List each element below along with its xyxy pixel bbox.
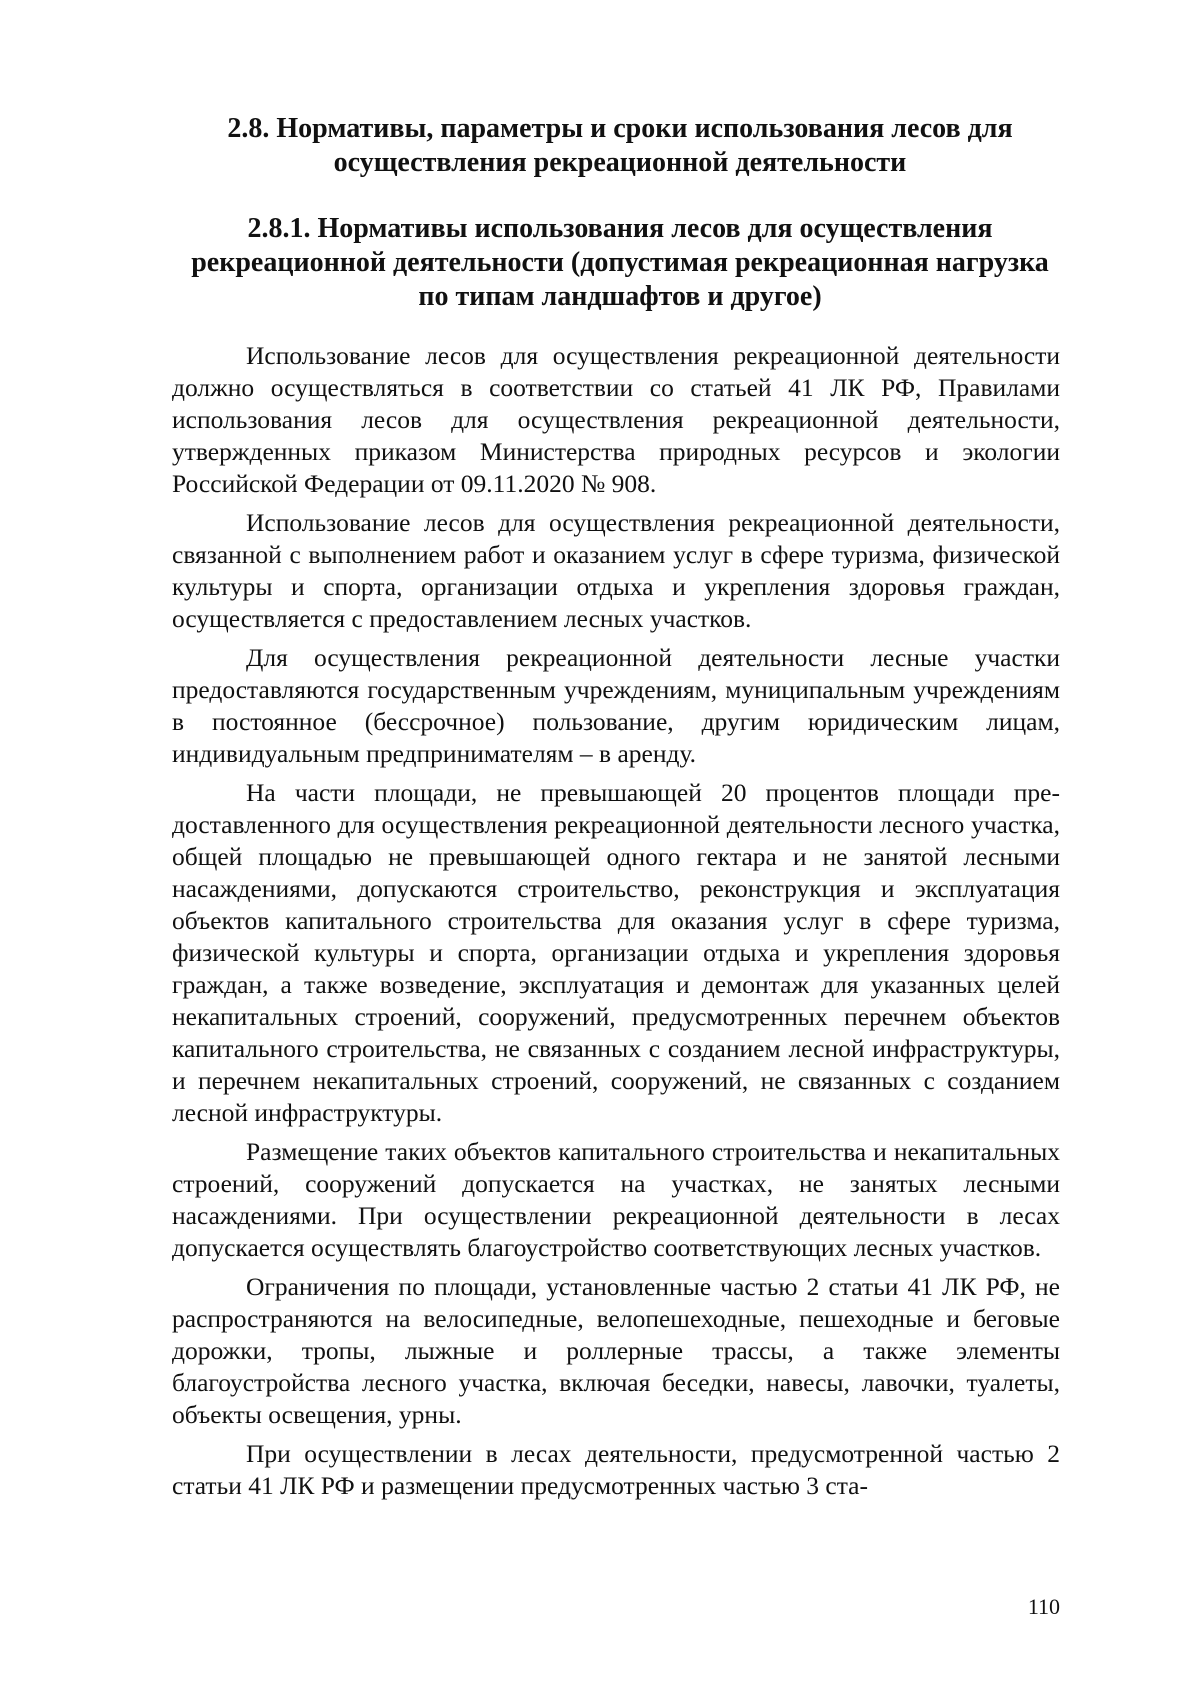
subsection-heading-line: 2.8.1. Нормативы использования лесов для осуществления — [247, 213, 993, 244]
paragraph: При осуществлении в лесах деятельности, предусмотренной частью 2 статьи 41 ЛК РФ и размещении предусмотренных частью 3 ста- — [172, 1439, 1060, 1500]
subsection-heading-line: по типам ландшафтов и другое) — [418, 281, 822, 312]
body-text — [172, 340, 1060, 1509]
page-number: 110 — [1027, 1594, 1060, 1619]
section-heading-line: осуществления рекреационной деятельности — [333, 147, 907, 178]
subsection-heading-line: рекреационной деятельности (допустимая рекреационная нагрузка — [191, 247, 1049, 278]
paragraph: На части площади, не превышающей 20 процентов площади предоставленного для осуществления рекреационной деятельности лесного участка, общей площадью не превышающей одного гектара и не занятой лесными насаждениями, допускаются строительство, реконструкция и эксплуатация объектов капитального строительства для оказания услуг в сфере туризма, физической культуры и спорта, организации отдыха и укрепления здоровья граждан, а также возведение, эксплуатация и демонтаж для указанных целей некапитальных строений, сооружений, предусмотренных перечнем объектов капитального строительства, не связанных с созданием лесной инфраструктуры, и перечнем некапитальных строений, сооружений, не связанных с созданием лесной инфраструктуры. — [172, 778, 1060, 1127]
paragraph: Размещение таких объектов капитального строительства и некапитальных строений, сооружений допускается на участках, не занятых лесными насаждениями. При осуществлении рекреационной деятельности в лесах допускается осуществлять благоустройство соответствующих лесных участков. — [172, 1137, 1060, 1262]
paragraph: Ограничения по площади, установленные частью 2 статьи 41 ЛК РФ, не распространяются на велосипедные, велопешеходные, пешеходные и беговые дорожки, тропы, лыжные и роллерные трассы, а также элементы благоустройства лесного участка, включая беседки, навесы, лавочки, туалеты, объекты освещения, урны. — [172, 1272, 1060, 1429]
subsection-heading — [170, 212, 1070, 314]
paragraph: Использование лесов для осуществления рекреационной деятельности, связанной с выполнением работ и оказанием услуг в сфере туризма, физической культуры и спорта, организации отдыха и укрепления здоровья граждан, осуществляется с предоставлением лесных участков. — [172, 508, 1060, 633]
paragraph: Использование лесов для осуществления рекреационной деятельности должно осуществляться в соответствии со статьей 41 ЛК РФ, Правилами использования лесов для осуществления рекреационной деятельности, утвержденных приказом Министерства природных ресурсов и экологии Российской Федерации от 09.11.2020 № 908. — [172, 341, 1060, 498]
paragraph: Для осуществления рекреационной деятельности лесные участки предоставляются государственным учреждениям, муниципальным учреждениям в постоянное (бессрочное) пользование, другим юридическим лицам, индивидуальным предпринимателям – в аренду. — [172, 643, 1060, 768]
section-heading-line: 2.8. Нормативы, параметры и сроки использования лесов для — [227, 113, 1013, 144]
section-heading — [170, 112, 1070, 180]
